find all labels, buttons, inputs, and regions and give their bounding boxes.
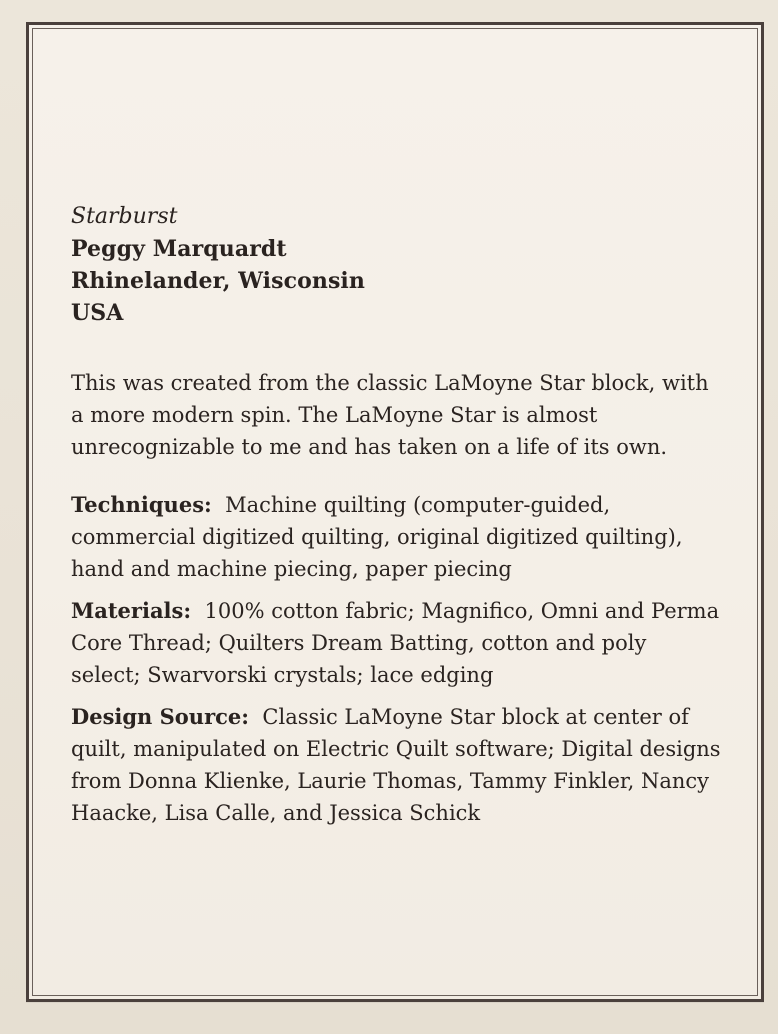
design-source-section	[71, 701, 721, 829]
design-source-text: Classic LaMoyne Star block at center of quilt, manipulated on Electric Quilt software; Digital designs from Donna Klienke, Laurie Thomas, Tammy Finkler, Nancy Haacke, Lisa Calle, and Jessica Schick	[71, 705, 721, 825]
quilt-description: This was created from the classic LaMoyne Star block, with a more modern spin. The LaMoyne Star is almost unrecognizable to me and has taken on a life of its own.	[71, 371, 709, 459]
design-source-label: Design Source:	[71, 704, 250, 729]
techniques-text: Machine quilting (computer-guided, commercial digitized quilting, original digitized quilting), hand and machine piecing, paper piecing	[71, 493, 683, 581]
exhibit-label-card	[26, 22, 764, 1002]
techniques-section	[71, 489, 721, 585]
techniques-label: Techniques:	[71, 492, 212, 517]
materials-label: Materials:	[71, 598, 192, 623]
artist-name: Peggy Marquardt	[71, 236, 287, 262]
quilt-title: Starburst	[71, 204, 178, 229]
materials-section	[71, 595, 721, 691]
materials-text: 100% cotton fabric; Magnifico, Omni and Perma Core Thread; Quilters Dream Batting, cotton and poly select; Swarvorski crystals; lace edging	[71, 599, 720, 687]
artist-location: Rhinelander, Wisconsin	[71, 268, 365, 294]
artist-country: USA	[71, 300, 124, 326]
label-content	[71, 201, 721, 829]
